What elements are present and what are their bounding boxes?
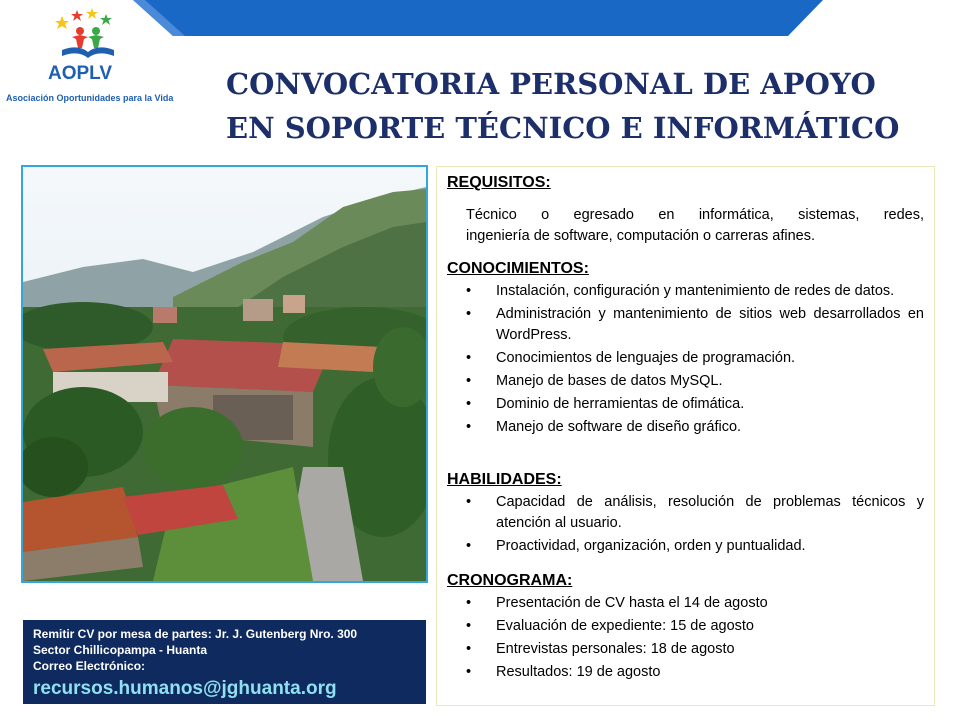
requisitos-heading: REQUISITOS: — [447, 174, 551, 191]
list-item: • Evaluación de expediente: 15 de agosto — [466, 618, 754, 634]
list-item: • Administración y mantenimiento de sitios web desarrollados en WordPress. — [466, 306, 924, 343]
requisitos-line-1: Técnico o egresado en informática, sistemas, redes, — [466, 207, 924, 223]
list-item: • Proactividad, organización, orden y puntualidad. — [466, 538, 806, 554]
contact-sector: Sector Chillicopampa - Huanta — [33, 643, 208, 657]
list-item: • Instalación, configuración y mantenimiento de redes de datos. — [466, 283, 895, 299]
list-item: • Conocimientos de lenguajes de programación. — [466, 350, 796, 366]
title-line-2: EN SOPORTE TÉCNICO E INFORMÁTICO — [226, 111, 900, 145]
page-title — [226, 62, 946, 150]
cronograma-heading: CRONOGRAMA: — [447, 572, 573, 589]
list-item: • Entrevistas personales: 18 de agosto — [466, 641, 735, 657]
cronograma-list — [437, 593, 934, 685]
list-item: • Manejo de bases de datos MySQL. — [466, 373, 723, 389]
requisitos-text — [466, 205, 924, 247]
contact-email[interactable]: recursos.humanos@jghuanta.org — [33, 678, 337, 699]
top-banner — [133, 0, 823, 36]
campus-photo — [21, 165, 428, 583]
contact-email-label: Correo Electrónico: — [33, 659, 146, 673]
list-item: • Manejo de software de diseño gráfico. — [466, 419, 742, 435]
conocimientos-heading: CONOCIMIENTOS: — [447, 260, 589, 277]
list-item: • Presentación de CV hasta el 14 de agosto — [466, 595, 768, 611]
habilidades-list — [437, 492, 934, 559]
conocimientos-list — [437, 281, 934, 440]
contact-address: Remitir CV por mesa de partes: Jr. J. Gutenberg Nro. 300 — [33, 627, 358, 641]
title-line-1: CONVOCATORIA PERSONAL DE APOYO — [226, 67, 876, 101]
list-item: • Resultados: 19 de agosto — [466, 664, 661, 680]
contact-box — [23, 620, 426, 704]
logo-text: AOPLV — [48, 63, 113, 84]
requisitos-line-2: ingeniería de software, computación o carreras afines. — [466, 228, 815, 244]
list-item: • Dominio de herramientas de ofimática. — [466, 396, 745, 412]
requirements-panel — [436, 166, 935, 706]
list-item: • Capacidad de análisis, resolución de problemas técnicos y atención al usuario. — [466, 494, 924, 531]
habilidades-heading: HABILIDADES: — [447, 471, 562, 488]
organization-name: Asociación Oportunidades para la Vida — [6, 93, 174, 103]
